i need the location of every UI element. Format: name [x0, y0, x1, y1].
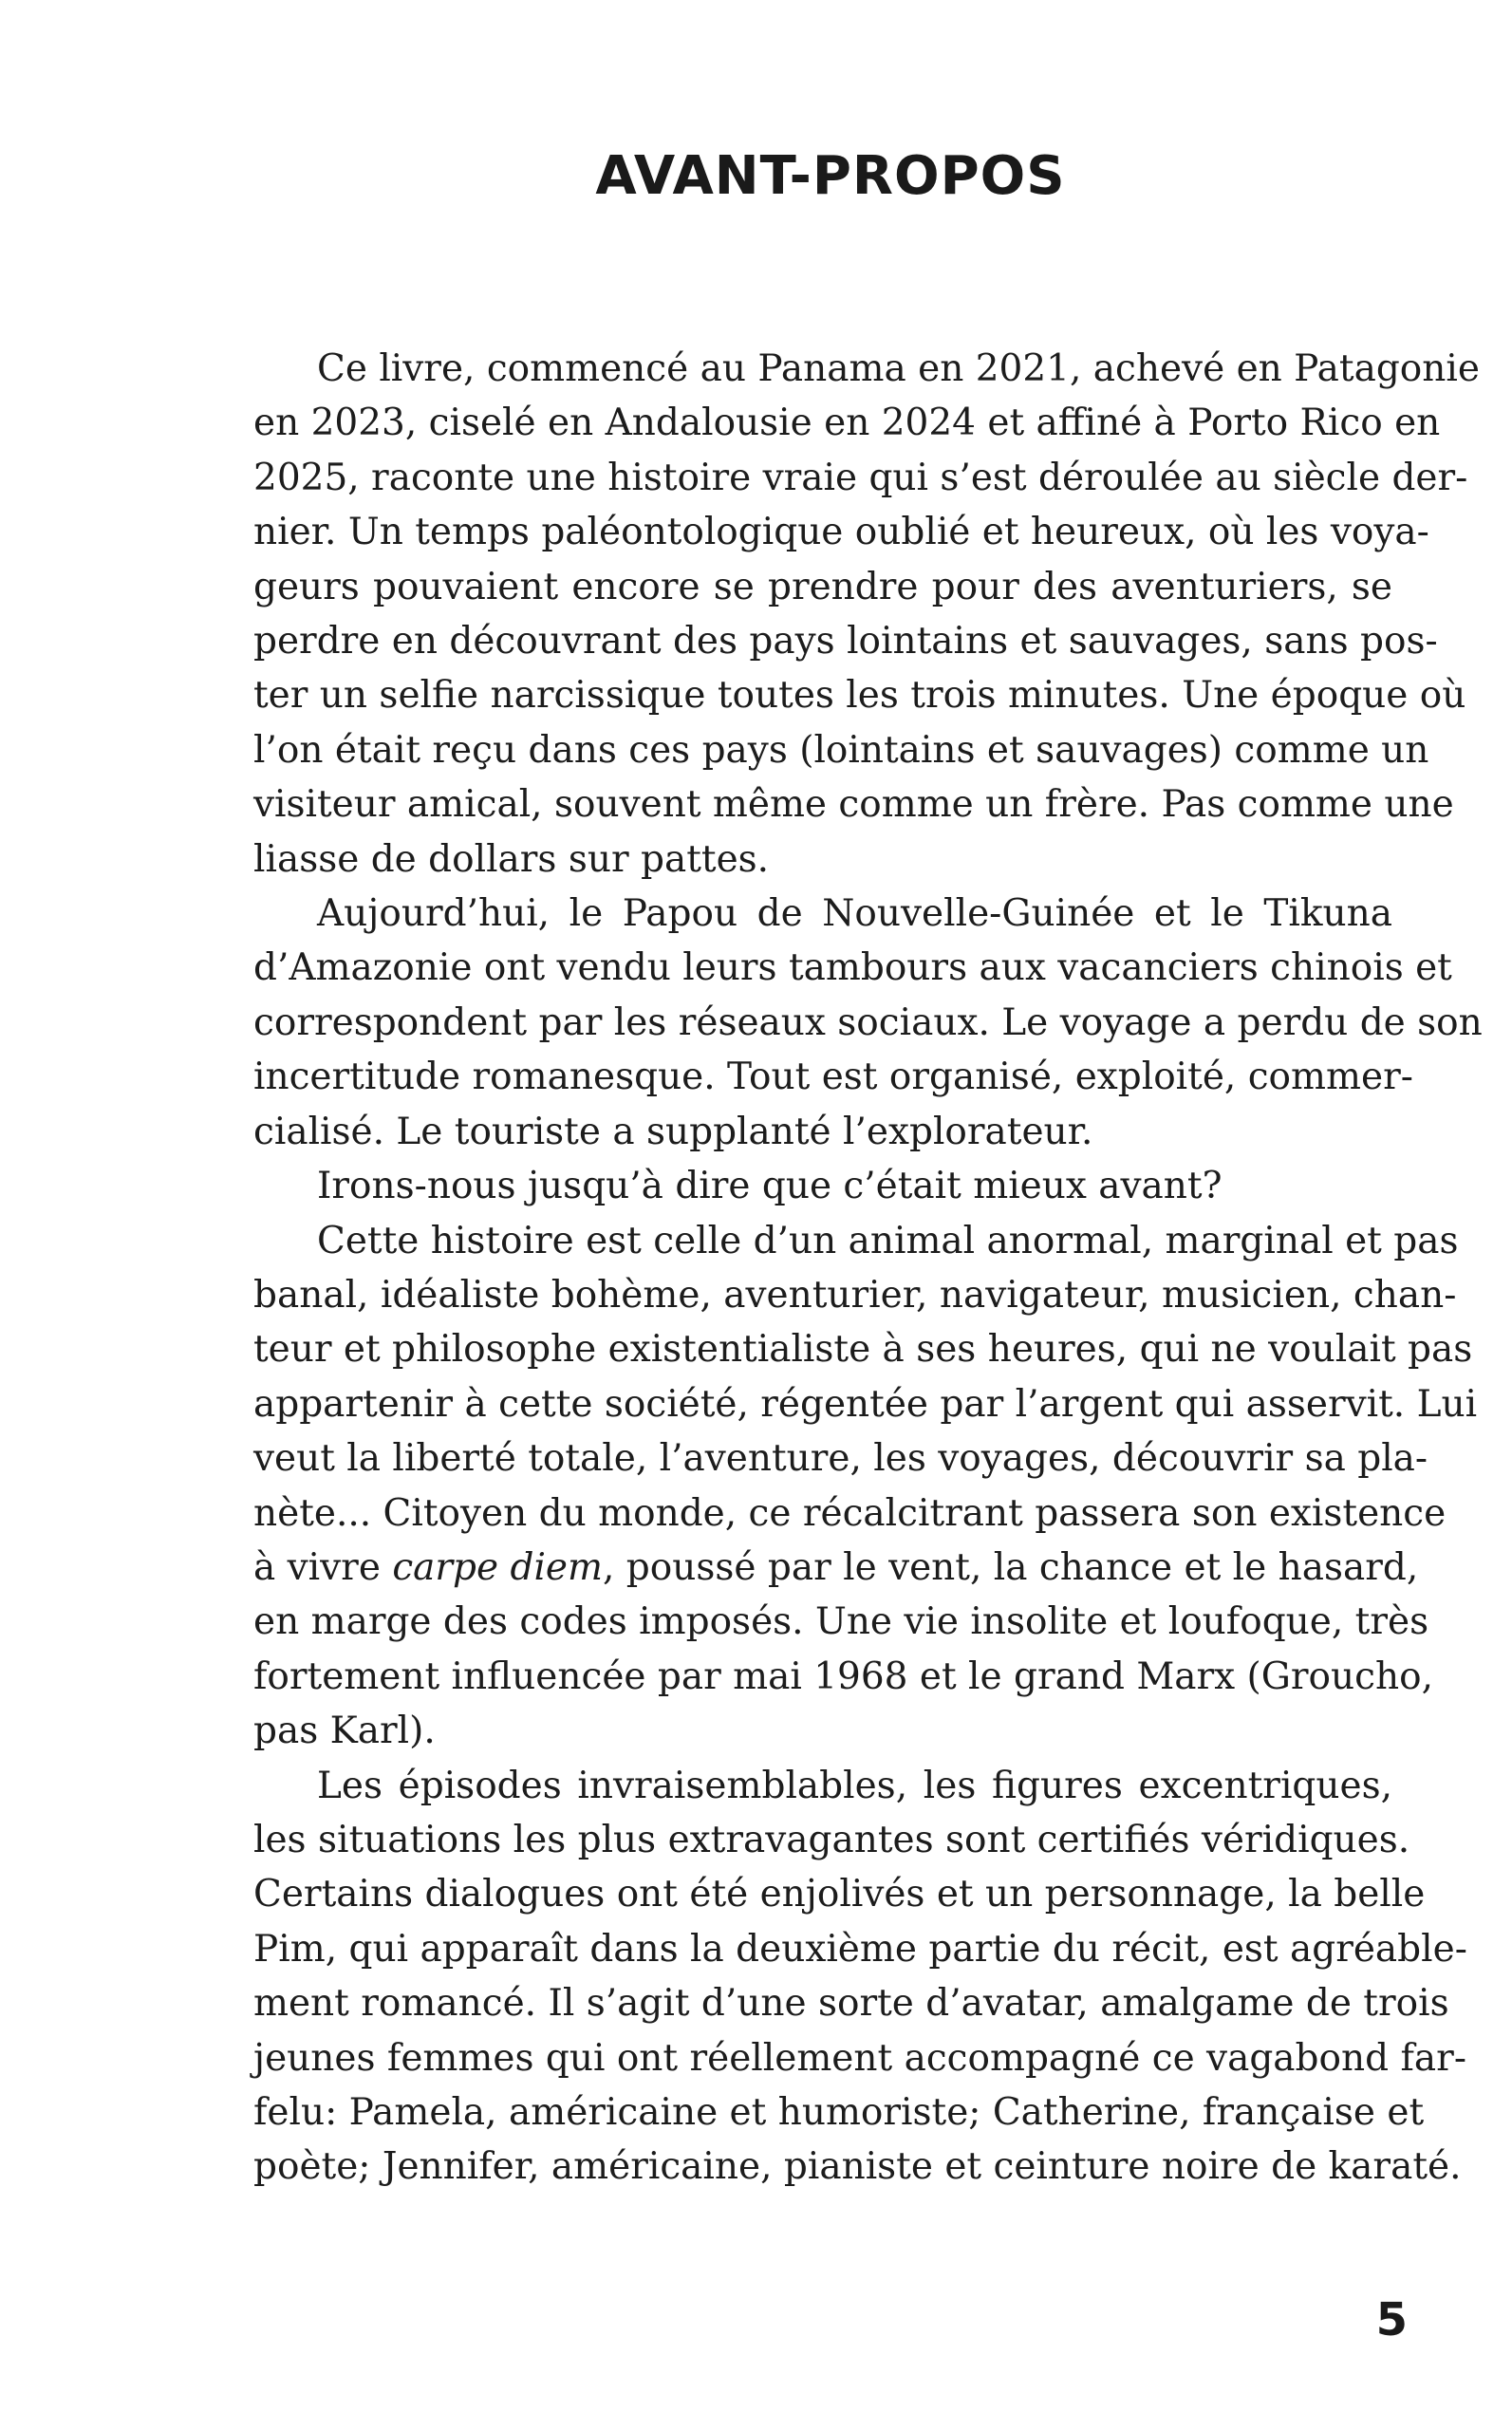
- paragraph: [253, 1159, 1392, 1213]
- page-number: 5: [1375, 2293, 1408, 2346]
- paragraph: [253, 1759, 1467, 2195]
- text-line: teur et philosophe existentialiste à ses heures, qui ne voulait pas: [253, 1328, 1473, 1372]
- chapter-title: AVANT-PROPOS: [595, 145, 1066, 207]
- text-line: veut la liberté totale, l’aventure, les voyages, découvrir sa pla-: [253, 1437, 1428, 1481]
- paragraph: [253, 342, 1480, 887]
- text-line: nier. Un temps paléontologique oublié et heureux, où les voya-: [253, 511, 1429, 554]
- text-line: fortement influencée par mai 1968 et le grand Marx (Groucho,: [253, 1654, 1433, 1698]
- body-text: [253, 342, 1483, 2195]
- text-line: felu: Pamela, américaine et humoriste; Catherine, française et: [253, 2091, 1425, 2134]
- text-line: Certains dialogues ont été enjolivés et un personnage, la belle: [253, 1873, 1426, 1916]
- text-line: en 2023, ciselé en Andalousie en 2024 et affiné à Porto Rico en: [253, 402, 1441, 445]
- text-line: à vivre carpe diem, poussé par le vent, la chance et le hasard,: [253, 1545, 1419, 1589]
- text-line: Ce livre, commencé au Panama en 2021, achevé en Patagonie: [317, 347, 1480, 390]
- text-line: poète; Jennifer, américaine, pianiste et ceinture noire de karaté.: [253, 2145, 1462, 2189]
- text-line: les situations les plus extravagantes sont certifiés véridiques.: [253, 1818, 1410, 1861]
- text-line: appartenir à cette société, régentée par l’argent qui asservit. Lui: [253, 1382, 1478, 1426]
- text-line: correspondent par les réseaux sociaux. Le voyage a perdu de son: [253, 1000, 1483, 1044]
- text-line: 2025, raconte une histoire vraie qui s’est déroulée au siècle der-: [253, 456, 1468, 499]
- text-line: liasse de dollars sur pattes.: [253, 837, 770, 881]
- text-line: incertitude romanesque. Tout est organisé, exploité, commer-: [253, 1056, 1413, 1099]
- text-line: ter un selfie narcissique toutes les trois minutes. Une époque où: [253, 674, 1466, 718]
- text-line: jeunes femmes qui ont réellement accompagné ce vagabond far-: [253, 2036, 1466, 2080]
- text-line: nète... Citoyen du monde, ce récalcitrant passera son existence: [253, 1491, 1447, 1535]
- paragraph: [253, 887, 1483, 1159]
- text-line: geurs pouvaient encore se prendre pour des aventuriers, se: [253, 565, 1392, 608]
- text-line: banal, idéaliste bohème, aventurier, navigateur, musicien, chan-: [253, 1273, 1457, 1317]
- text-line: l’on était reçu dans ces pays (lointains et sauvages) comme un: [253, 728, 1429, 772]
- text-line: ment romancé. Il s’agit d’une sorte d’avatar, amalgame de trois: [253, 1982, 1449, 2026]
- text-line: Cette histoire est celle d’un animal anormal, marginal et pas: [317, 1219, 1459, 1262]
- text-line: Irons-nous jusqu’à dire que c’était mieux avant?: [317, 1165, 1223, 1208]
- paragraph: [253, 1214, 1478, 1759]
- text-line: d’Amazonie ont vendu leurs tambours aux vacanciers chinois et: [253, 946, 1452, 990]
- text-line: perdre en découvrant des pays lointains et sauvages, sans pos-: [253, 620, 1438, 664]
- text-line: pas Karl).: [253, 1710, 436, 1753]
- text-line: en marge des codes imposés. Une vie insolite et loufoque, très: [253, 1600, 1429, 1644]
- text-line: cialisé. Le touriste a supplanté l’explorateur.: [253, 1110, 1093, 1153]
- text-line: Aujourd’hui, le Papou de Nouvelle-Guinée et le Tikuna: [317, 892, 1392, 936]
- text-line: visiteur amical, souvent même comme un frère. Pas comme une: [253, 783, 1454, 827]
- text-line: Pim, qui apparaît dans la deuxième partie du récit, est agréable-: [253, 1927, 1467, 1971]
- text-line: Les épisodes invraisemblables, les figures excentriques,: [317, 1764, 1392, 1807]
